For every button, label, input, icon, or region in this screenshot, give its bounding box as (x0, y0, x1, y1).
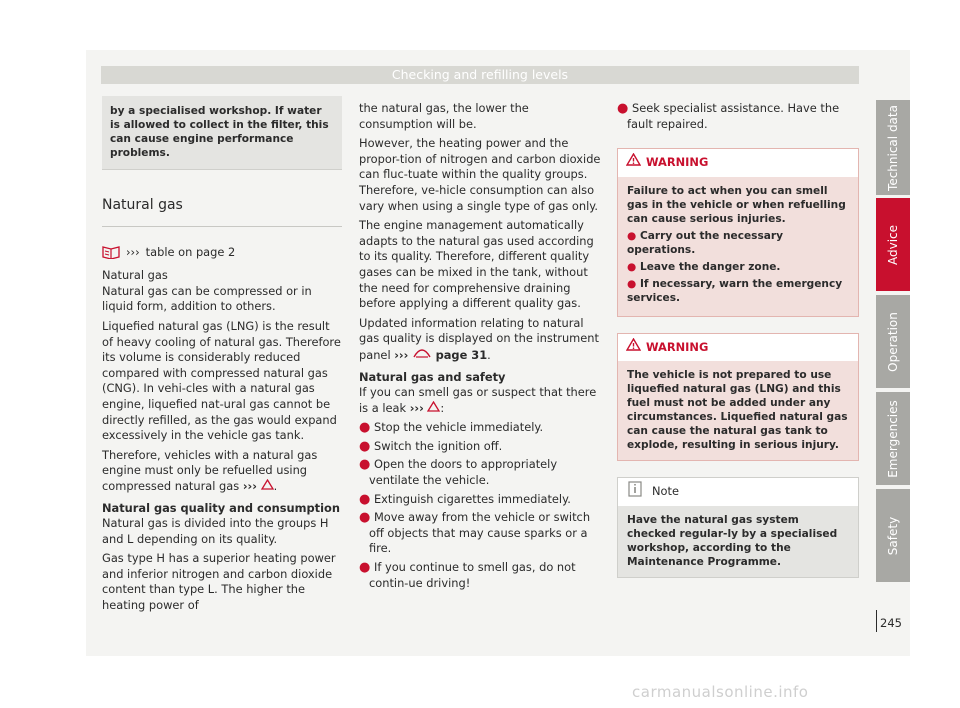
ref-arrows[interactable]: ››› (394, 347, 409, 362)
paragraph: the natural gas, the lower the consumption will be. (359, 101, 529, 131)
tab-technical-data[interactable]: Technical data (876, 100, 910, 195)
subheading-natural-gas: Natural gas (102, 268, 168, 283)
continued-note-box: by a specialised workshop. If water is allowed to collect in the filter, this can cause engine performance problems. (102, 96, 342, 170)
warning-icon[interactable] (261, 479, 274, 490)
warning-item: ● Carry out the necessary operations. (627, 229, 784, 256)
display-icon (412, 347, 432, 359)
watermark: carmanualsonline.info (632, 683, 809, 701)
warning-box (617, 333, 859, 462)
tab-emergencies[interactable]: Emergencies (876, 392, 910, 485)
section-title: Natural gas (102, 198, 342, 227)
paragraph: Updated information relating to natural gas quality is displayed on the instrument panel ››› page 31. (359, 315, 599, 362)
page-number-divider (876, 610, 877, 632)
warning-icon[interactable] (427, 401, 440, 412)
tab-safety[interactable]: Safety (876, 489, 910, 582)
note-body: Have the natural gas system checked regular-ly by a specialised workshop, according to the Maintenance Programme. (627, 513, 838, 568)
paragraph: The engine management automatically adapts to the natural gas used according to its quality. Therefore, different quality gases can be mixed in the tank, without the need for comprehensive draining before applying a different quality gas. (359, 218, 594, 311)
list-item: ● Switch the ignition off. (359, 438, 503, 454)
paragraph: Natural gas can be compressed or in liquid form, addition to others. (102, 283, 312, 314)
subheading-safety: Natural gas and safety (359, 369, 506, 384)
info-icon (628, 481, 642, 497)
list-item: ● Extinguish cigarettes immediately. (359, 491, 571, 507)
list-item: ● If you continue to smell gas, do not contin-ue driving! (359, 560, 576, 590)
ref-arrows: ››› (126, 244, 140, 259)
tab-advice[interactable]: Advice (876, 198, 910, 291)
ref-text: table on page 2 (145, 244, 236, 259)
warning-header (618, 334, 858, 362)
warning-body (618, 177, 858, 316)
page-reference[interactable]: page 31 (435, 347, 488, 362)
column-1 (102, 96, 342, 618)
warning-title: WARNING (646, 155, 709, 170)
note-title: Note (652, 484, 679, 499)
paragraph: If you can smell gas or suspect that there is a leak ››› : (359, 385, 597, 415)
paragraph: Liquefied natural gas (LNG) is the result of heavy cooling of natural gas. Therefore its volume is considerably reduced compared with compressed natural gas (CNG). In vehi-cles with a natural gas engine, liquefied nat-ural gas cannot be directly refilled, as the gas would expand excessively in the vehicle gas tank. (102, 318, 341, 443)
warning-header (618, 149, 858, 177)
page-number: 245 (880, 616, 902, 630)
paragraph: However, the heating power and the propor-tion of nitrogen and carbon dioxide can fluc-tuate within the quality groups. Therefore, ve-hicle consumption can also vary when using a single type of gas only. (359, 136, 601, 213)
book-icon (102, 245, 120, 259)
column-2 (359, 101, 601, 594)
warning-box (617, 148, 859, 317)
warning-icon (626, 153, 641, 166)
warning-body: The vehicle is not prepared to use liquefied natural gas (LNG) and this fuel must not be added under any circumstances. Liquefied natural gas can cause the natural gas tank to explode, resulting in serious injury. (627, 369, 848, 452)
ref-arrows[interactable]: ››› (409, 400, 424, 415)
table-reference[interactable] (102, 245, 342, 261)
list-item: ● Stop the vehicle immediately. (359, 420, 544, 436)
warning-title: WARNING (646, 339, 709, 354)
paragraph: Natural gas is divided into the groups H and L depending on its quality. (102, 516, 329, 546)
note-box (617, 477, 859, 578)
list-item: ● Open the doors to appropriately ventilate the vehicle. (359, 457, 558, 488)
warning-item: ● Leave the danger zone. (627, 260, 781, 273)
list-item: ● Seek specialist assistance. Have the fault repaired. (617, 101, 840, 131)
ref-arrows[interactable]: ››› (242, 478, 257, 493)
subheading-quality: Natural gas quality and consumption (102, 500, 340, 515)
page-header: Checking and refilling levels (101, 66, 859, 84)
tab-operation[interactable]: Operation (876, 295, 910, 388)
warning-item: ● If necessary, warn the emergency services. (627, 277, 843, 304)
warning-text: Failure to act when you can smell gas in the vehicle or when refuelling can cause serious injuries. (627, 184, 846, 225)
note-header (618, 478, 858, 506)
paragraph: Gas type H has a superior heating power and inferior nitrogen and carbon dioxide content than type L. The higher the heating power of (102, 551, 336, 613)
warning-icon (626, 338, 641, 351)
list-item: ● Move away from the vehicle or switch off objects that may cause sparks or a fire. (359, 510, 591, 556)
paragraph: Therefore, vehicles with a natural gas engine must only be refuelled using compressed natural gas ››› . (102, 447, 318, 493)
column-3 (617, 101, 859, 578)
